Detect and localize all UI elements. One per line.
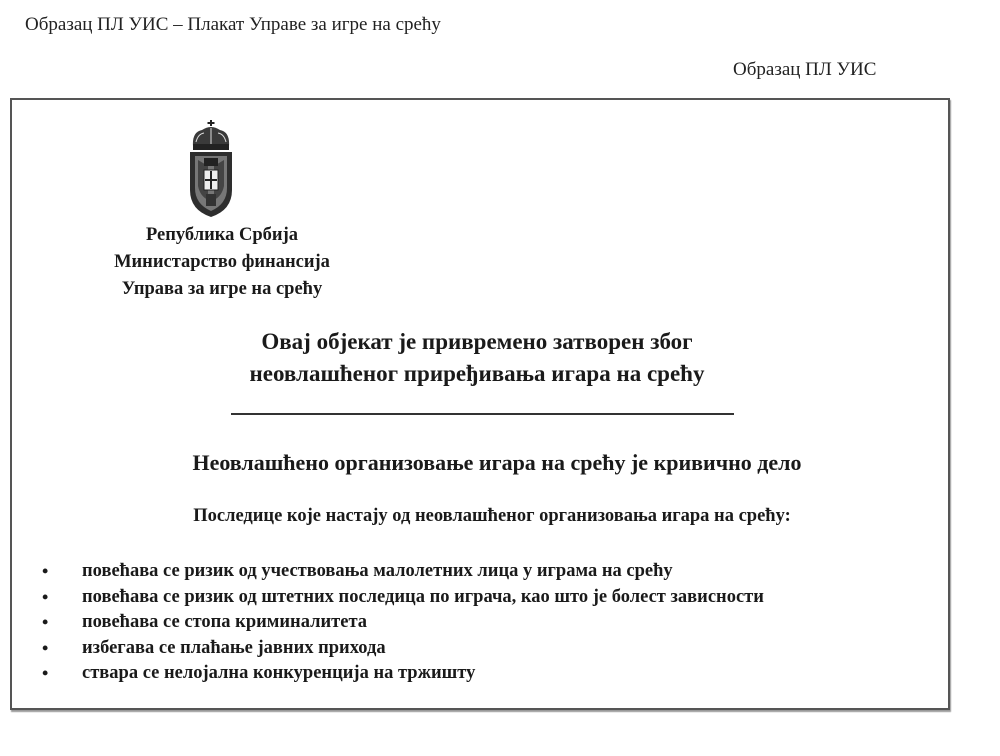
consequence-text: повећава се ризик од учествовања малолетних лица у играма на срећу [82, 561, 673, 581]
divider-line [231, 413, 734, 415]
consequences-list [42, 559, 764, 687]
consequences-heading: Последице које настају од неовлашћеног организовања игара на срећу: [193, 506, 791, 526]
list-item [42, 610, 764, 636]
consequence-text: повећава се ризик од штетних последица по играча, као што је болест зависности [82, 586, 764, 607]
issuing-authority [82, 222, 362, 303]
closure-notice [192, 326, 762, 390]
authority-line-administration: Управа за игре на срећу [121, 279, 323, 299]
bullet-icon: • [42, 663, 49, 683]
bullet-icon: • [42, 586, 49, 607]
consequence-text: избегава се плаћање јавних прихода [82, 637, 386, 658]
list-item [42, 636, 764, 662]
bullet-icon: • [42, 637, 49, 658]
poster-frame [10, 98, 950, 710]
closure-notice-line-2: неовлашћеног приређивања игара на срећу [249, 361, 705, 386]
document-caption: Образац ПЛ УИС – Плакат Управе за игре на срећу [25, 14, 441, 35]
consequence-text: ствара се нелојална конкуренција на тржишту [82, 663, 476, 683]
coat-of-arms-icon [188, 120, 234, 218]
authority-line-republic: Република Србија [146, 225, 298, 245]
list-item [42, 559, 764, 585]
consequence-text: повећава се стопа криминалитета [82, 612, 368, 632]
closure-notice-line-1: Овај објекат је привремено затворен због [261, 329, 693, 354]
list-item [42, 661, 764, 687]
list-item [42, 585, 764, 611]
authority-line-ministry: Министарство финансија [114, 252, 330, 272]
criminal-offense-statement: Неовлашћено организовање игара на срећу је кривично дело [192, 450, 802, 475]
bullet-icon: • [42, 561, 49, 581]
form-label: Образац ПЛ УИС [733, 59, 877, 80]
bullet-icon: • [42, 612, 49, 632]
